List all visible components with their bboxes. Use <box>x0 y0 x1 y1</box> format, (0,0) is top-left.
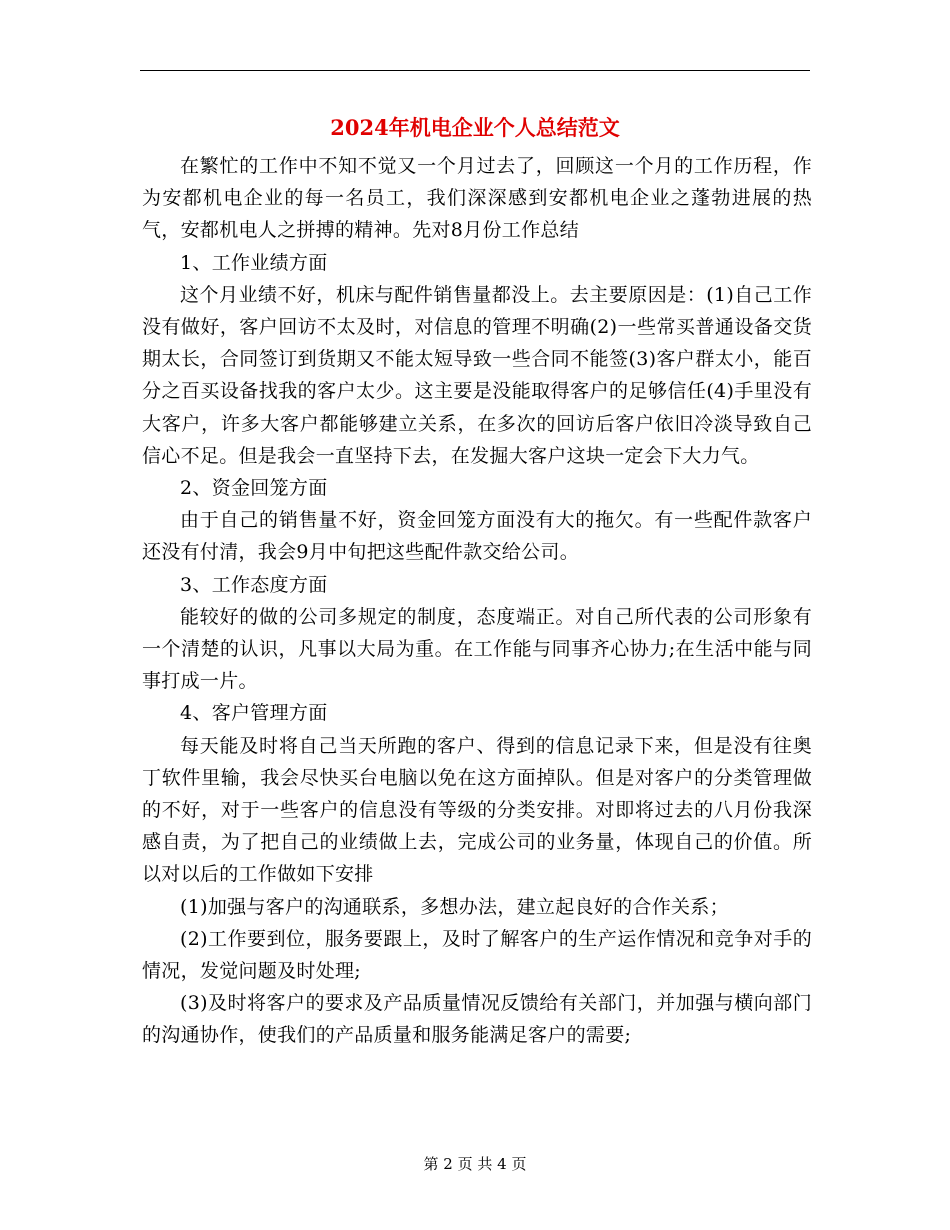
paragraph-customers: 每天能及时将自己当天所跑的客户、得到的信息记录下来，但是没有往奥丁软件里输，我会尽快买台电脑以免在这方面掉队。但是对客户的分类管理做的不好，对于一些客户的信息没有等级的分类安排。对即将过去的八月份我深感自责，为了把自己的业绩做上去，完成公司的业务量，体现自己的价值。所以对以后的工作做如下安排 <box>142 734 812 886</box>
header-rule <box>140 70 810 71</box>
document-body <box>142 150 812 1052</box>
document-title: 2024年机电企业个人总结范文 <box>330 115 620 140</box>
paragraph-intro: 在繁忙的工作中不知不觉又一个月过去了，回顾这一个月的工作历程，作为安都机电企业的每一名员工，我们深深感到安都机电企业之蓬勃进展的热气，安都机电人之拼搏的精神。先对8月份工作总结 <box>142 155 812 242</box>
plan-item-2: (2)工作要到位，服务要跟上，及时了解客户的生产运作情况和竞争对手的情况，发觉问题及时处理; <box>142 927 812 983</box>
section-heading-customers: 4、客户管理方面 <box>180 702 328 725</box>
plan-item-3: (3)及时将客户的要求及产品质量情况反馈给有关部门，并加强与横向部门的沟通协作，使我们的产品质量和服务能满足客户的需要; <box>142 992 812 1047</box>
paragraph-performance: 这个月业绩不好，机床与配件销售量都没上。去主要原因是：(1)自己工作没有做好，客户回访不太及时，对信息的管理不明确(2)一些常买普通设备交货期太长，合同签订到货期又不能太短导致一些合同不能签(3)客户群太小，能百分之百买设备找我的客户太少。这主要是没能取得客户的足够信任(4)手里没有大客户，许多大客户都能够建立关系，在多次的回访后客户依旧冷淡导致自己信心不足。但是我会一直坚持下去，在发掘大客户这块一定会下大力气。 <box>142 283 812 467</box>
paragraph-attitude: 能较好的做的公司多规定的制度，态度端正。对自己所代表的公司形象有一个清楚的认识，凡事以大局为重。在工作能与同事齐心协力;在生活中能与同事打成一片。 <box>142 605 812 693</box>
section-heading-attitude: 3、工作态度方面 <box>180 573 328 596</box>
page-footer: 第 2 页 共 4 页 <box>423 1155 527 1173</box>
section-heading-performance: 1、工作业绩方面 <box>180 251 328 274</box>
paragraph-funds: 由于自己的销售量不好，资金回笼方面没有大的拖欠。有一些配件款客户还没有付清，我会9月中旬把这些配件款交给公司。 <box>142 509 812 564</box>
plan-item-1: (1)加强与客户的沟通联系，多想办法，建立起良好的合作关系； <box>180 895 729 918</box>
section-heading-funds: 2、资金回笼方面 <box>180 477 328 500</box>
